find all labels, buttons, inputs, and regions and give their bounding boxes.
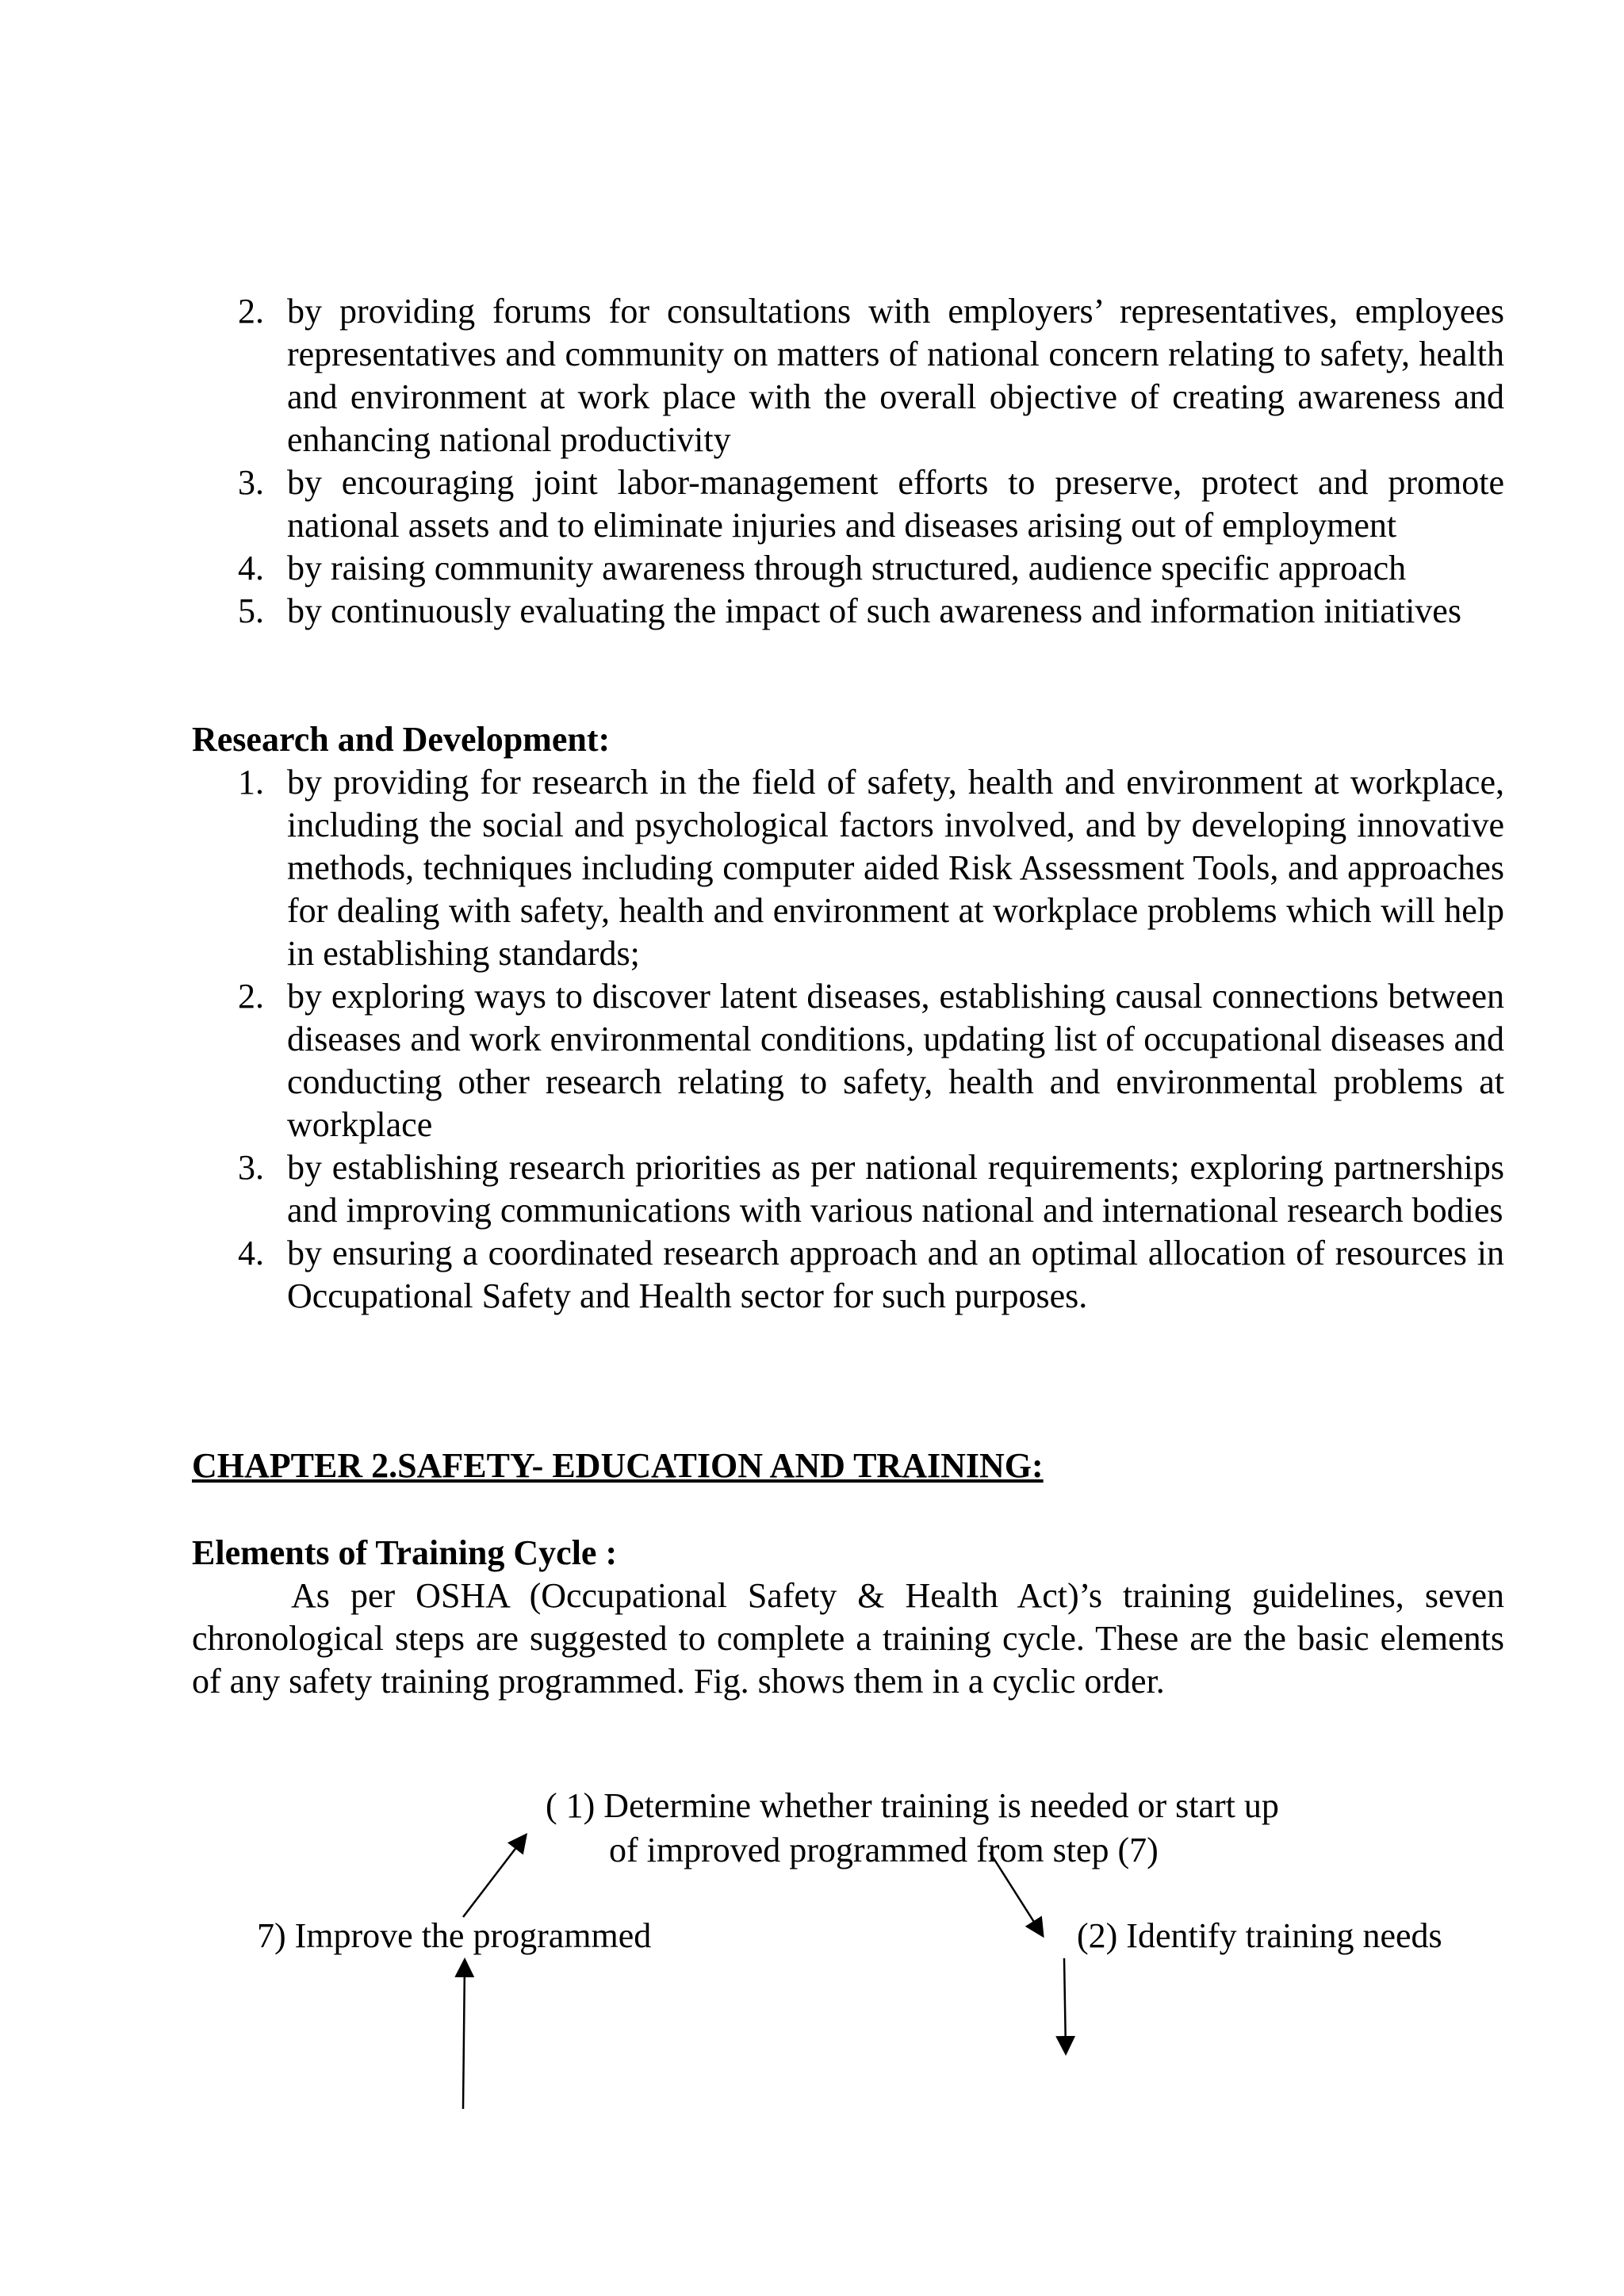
list-number: 3. [238, 1148, 264, 1187]
list-number: 2. [238, 292, 264, 331]
chapter-title: CHAPTER 2.SAFETY- EDUCATION AND TRAINING: [192, 1446, 1044, 1485]
list-number: 4. [238, 549, 264, 587]
step-7-label: 7) Improve the programmed [257, 1916, 652, 1955]
list-item-text: by encouraging joint labor-management efforts to preserve, protect and promote national assets and to eliminate injuries and diseases arising out of employment [287, 463, 1504, 545]
step-1-line-2: of improved programmed from step (7) [609, 1831, 1159, 1869]
list-item-text: by continuously evaluating the impact of such awareness and information initiatives [287, 591, 1461, 630]
training-cycle-heading: Elements of Training Cycle : [192, 1533, 618, 1572]
list-item-text: by ensuring a coordinated research approach and an optimal allocation of resources in Occupational Safety and Health sector for such purposes. [287, 1234, 1504, 1315]
list-number: 1. [238, 763, 264, 802]
step-2-label: (2) Identify training needs [1077, 1916, 1442, 1955]
list-number: 2. [238, 977, 264, 1016]
list-number: 5. [238, 591, 264, 630]
arrow-step7-to-step1 [463, 1836, 525, 1917]
arrow-up-to-step7 [463, 1961, 465, 2109]
list-item-text: by establishing research priorities as per national requirements; exploring partnerships and improving communications with various national and international research bodies [287, 1148, 1504, 1230]
list-item-text: by providing forums for consultations with employers’ representatives, employees representatives and community on matters of national concern relating to safety, health and environment at work place with the overall objective of creating awareness and enhancing national productivity [287, 292, 1504, 459]
list-number: 4. [238, 1234, 264, 1272]
research-heading: Research and Development: [192, 720, 611, 759]
list-item-text: by exploring ways to discover latent diseases, establishing causal connections between diseases and work environmental conditions, updating list of occupational diseases and conducting other research relating to safety, health and environmental problems at workplace [287, 977, 1504, 1144]
list-number: 3. [238, 463, 264, 502]
training-cycle-paragraph: As per OSHA (Occupational Safety & Health Act)’s training guidelines, seven chronological steps are suggested to complete a training cycle. These are the basic elements of any safety training programmed. Fig. shows them in a cyclic order. [192, 1576, 1504, 1701]
list-item-text: by raising community awareness through structured, audience specific approach [287, 549, 1407, 587]
list-item-text: by providing for research in the field of safety, health and environment at workplace, including the social and psychological factors involved, and by developing innovative methods, techniques including computer aided Risk Assessment Tools, and approaches for dealing with safety, health and environment at workplace problems which will help in establishing standards; [287, 763, 1504, 973]
arrow-step1-to-step2 [990, 1852, 1042, 1934]
arrow-step2-down [1064, 1958, 1066, 2052]
step-1-line-1: ( 1) Determine whether training is needed or start up [546, 1786, 1279, 1825]
